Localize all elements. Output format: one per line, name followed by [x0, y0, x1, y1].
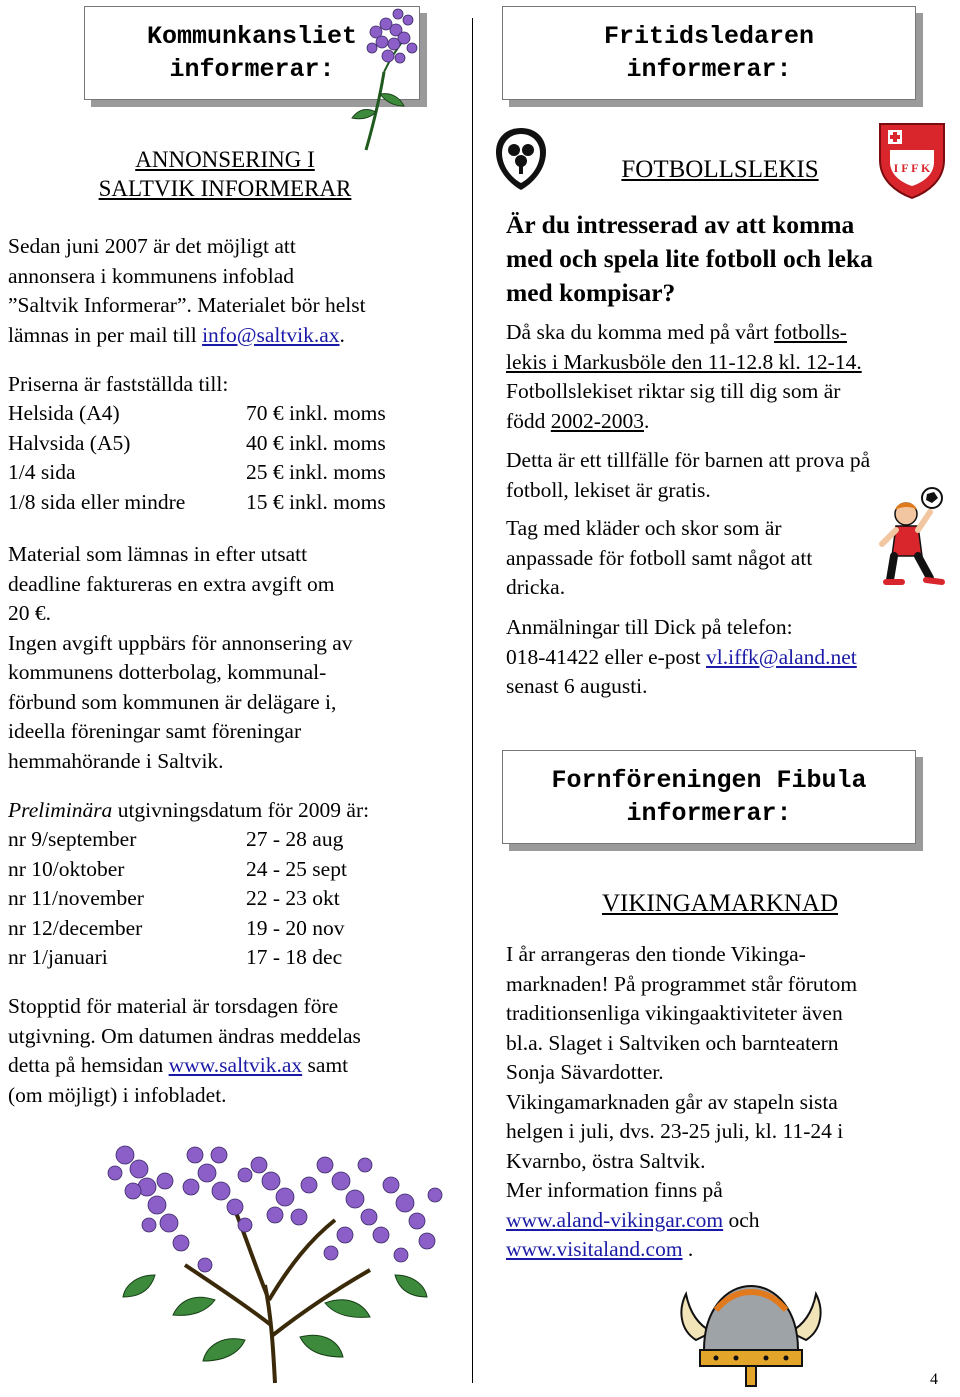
text-line — [506, 1235, 951, 1265]
price-value: 70 € inkl. moms — [246, 401, 386, 425]
text-line: fotboll, lekiset är gratis. — [506, 477, 711, 502]
price-row — [8, 488, 185, 518]
late-fee-paragraph — [8, 540, 463, 776]
text-span: född — [506, 408, 551, 433]
football-paragraph-4 — [506, 613, 951, 702]
text-line: traditionsenliga vikingaaktiviteter även — [506, 1001, 843, 1025]
text-line: ”Saltvik Informerar”. Materialet bör helst — [8, 293, 366, 317]
schedule-dates: 27 - 28 aug — [246, 827, 344, 851]
visitaland-link[interactable]: www.visitaland.com — [506, 1237, 683, 1261]
text-line: utgivning. Om datumen ändras meddelas — [8, 1023, 361, 1048]
iffk-email-link[interactable]: vl.iffk@aland.net — [706, 644, 857, 669]
price-label: Halvsida (A5) — [8, 430, 131, 455]
banner-line: informerar: — [169, 55, 335, 84]
text-line: bl.a. Slaget i Saltviken och barnteatern — [506, 1030, 839, 1055]
fotbollslekis-heading: FOTBOLLSLEKIS — [621, 156, 819, 183]
prices-title: Priserna är fastställda till: — [8, 372, 229, 396]
text-line — [506, 1206, 951, 1236]
schedule-dates: 22 - 23 okt — [246, 886, 340, 910]
stop-paragraph — [8, 992, 463, 1110]
text-line: Sedan juni 2007 är det möjligt att — [8, 234, 296, 258]
schedule-dates: 19 - 20 nov — [246, 915, 345, 940]
text-line: helgen i juli, dvs. 23-25 juli, kl. 11-24 i — [506, 1119, 844, 1143]
price-label: 1/8 sida eller mindre — [8, 489, 186, 514]
schedule-dates: 24 - 25 sept — [246, 856, 347, 881]
annonsering-heading — [40, 145, 410, 203]
text-line: Tag med kläder och skor som är — [506, 516, 782, 540]
column-divider — [472, 18, 473, 1383]
text-span: och — [723, 1207, 760, 1232]
price-label: 1/4 sida — [8, 460, 76, 484]
price-value: 25 € inkl. moms — [246, 460, 386, 484]
heading-line: SALTVIK INFORMERAR — [98, 176, 352, 201]
text-span: samt — [302, 1053, 349, 1077]
schedule-issue: nr 1/januari — [8, 945, 108, 969]
schedule-issue: nr 10/oktober — [8, 856, 125, 881]
text-line: Kvarnbo, östra Saltvik. — [506, 1148, 706, 1173]
fritidsledaren-banner — [502, 6, 916, 100]
iffk-logo-text: I F F K — [893, 161, 931, 175]
saltvik-url-link[interactable]: www.saltvik.ax — [168, 1053, 303, 1077]
price-row — [8, 458, 75, 488]
banner-line: informerar: — [626, 55, 792, 84]
italic-word: Preliminära — [8, 798, 113, 822]
text-line: hemmahörande i Saltvik. — [8, 748, 224, 773]
banner-line: Fornföreningen Fibula — [551, 766, 867, 795]
price-row — [8, 399, 120, 429]
email-link[interactable]: info@saltvik.ax — [202, 322, 340, 347]
text-span: 018-41422 eller e-post — [506, 644, 707, 669]
text-line: dricka. — [506, 575, 566, 599]
text-line: annonsera i kommunens infoblad — [8, 263, 295, 288]
text-line — [506, 318, 951, 348]
text-line: Detta är ett tillfälle för barnen att prova på — [506, 448, 871, 472]
text-line — [506, 643, 951, 673]
price-value: 40 € inkl. moms — [246, 430, 386, 455]
vikingamarknad-heading: VIKINGAMARKNAD — [601, 890, 839, 917]
text-line: med kompisar? — [506, 278, 676, 307]
text-line: I år arrangeras den tionde Vikinga- — [506, 942, 806, 966]
price-row — [8, 429, 130, 459]
viking-paragraph — [506, 940, 951, 1265]
text-line: anpassade för fotboll samt något att — [506, 545, 813, 570]
price-label: Helsida (A4) — [8, 401, 120, 425]
lilac-bush-image — [95, 1125, 455, 1385]
intro-paragraph — [8, 232, 463, 350]
price-value: 15 € inkl. moms — [246, 489, 386, 514]
text-line: Mer information finns på — [506, 1178, 723, 1202]
underlined-span: lekis i Markusböle den 11-12.8 kl. 12-14. — [506, 349, 862, 374]
underlined-span: fotbolls- — [774, 320, 847, 344]
lilac-branch-small-image — [336, 2, 428, 152]
football-paragraph-1 — [506, 318, 951, 436]
text-line: Är du intresserad av att komma — [506, 210, 855, 239]
text-line: Anmälningar till Dick på telefon: — [506, 615, 793, 639]
text-line: med och spela lite fotboll och leka — [506, 244, 873, 273]
text-line: marknaden! På programmet står förutom — [506, 971, 858, 996]
page-number: 4 — [930, 1371, 938, 1388]
schedule-title — [8, 796, 369, 826]
text-line: Fotbollslekiset riktar sig till dig som är — [506, 379, 841, 403]
text-line: Sonja Sävardotter. — [506, 1060, 664, 1084]
text-line: Vikingamarknaden går av stapeln sista — [506, 1089, 838, 1114]
schedule-dates: 17 - 18 dec — [246, 945, 343, 969]
text-span: detta på hemsidan — [8, 1053, 169, 1077]
iffk-shield-logo — [876, 120, 948, 200]
schedule-table — [8, 825, 463, 975]
fibula-banner — [502, 750, 916, 844]
viking-helmet-illustration — [676, 1270, 826, 1390]
text-line — [8, 1051, 463, 1081]
football-question — [506, 208, 951, 310]
banner-line: informerar: — [626, 799, 792, 828]
heading-line: ANNONSERING I — [135, 147, 315, 172]
football-kid-illustration — [872, 486, 952, 596]
text-span: . — [339, 322, 345, 347]
schedule-issue: nr 12/december — [8, 915, 143, 940]
text-span: utgivningsdatum för 2009 är: — [112, 798, 370, 822]
text-line: senast 6 augusti. — [506, 674, 648, 698]
text-line — [506, 348, 951, 378]
schedule-issue: nr 11/november — [8, 886, 144, 910]
text-line — [506, 407, 951, 437]
text-line: kommunens dotterbolag, kommunal- — [8, 660, 327, 684]
text-line: (om möjligt) i infobladet. — [8, 1082, 227, 1107]
text-line: förbund som kommunen är delägare i, — [8, 689, 337, 714]
text-line: Material som lämnas in efter utsatt — [8, 542, 308, 566]
text-span: lämnas in per mail till — [8, 322, 203, 347]
price-list — [8, 399, 463, 519]
football-paragraph-3 — [506, 514, 886, 603]
text-line: ideella föreningar samt föreningar — [8, 719, 302, 743]
text-span: . — [682, 1237, 694, 1261]
text-span: Då ska du komma med på vårt — [506, 320, 775, 344]
banner-line: Kommunkansliet — [146, 22, 358, 51]
underlined-span: 2002-2003 — [550, 408, 644, 433]
text-line: 20 €. — [8, 601, 51, 625]
text-line: deadline faktureras en extra avgift om — [8, 571, 335, 596]
text-line: Stopptid för material är torsdagen före — [8, 994, 339, 1018]
club-crest-logo — [492, 126, 550, 192]
banner-line: Fritidsledaren — [603, 22, 815, 51]
text-line: Ingen avgift uppbärs för annonsering av — [8, 630, 353, 655]
schedule-issue: nr 9/september — [8, 827, 137, 851]
aland-vikingar-link[interactable]: www.aland-vikingar.com — [506, 1207, 724, 1232]
text-line — [8, 321, 463, 351]
text-span: . — [643, 408, 650, 433]
